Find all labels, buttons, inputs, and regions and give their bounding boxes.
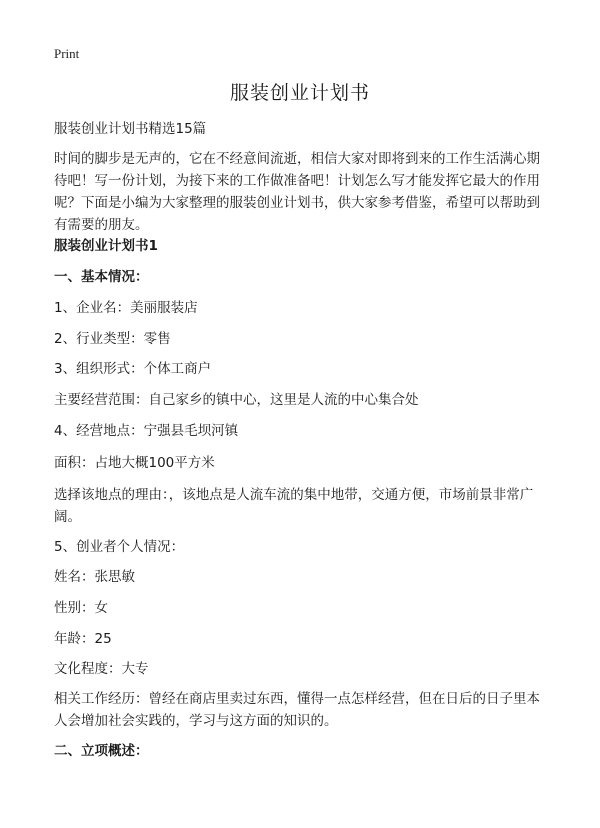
heading-overview: 二、立项概述：	[54, 743, 149, 759]
location-reason: 选择该地点的理由：，该地点是人流车流的集中地带，交通方便，市场前景非常广阔。	[54, 487, 534, 525]
business-scope: 主要经营范围：自己家乡的镇中心，这里是人流的中心集合处	[54, 392, 419, 408]
work-experience: 相关工作经历：曾经在商店里卖过东西，懂得一点怎样经营，但在日后的日子里本人会增加社会实践的，学习与这方面的知识的。	[54, 691, 540, 729]
section-title: 服装创业计划书1	[54, 238, 158, 254]
location: 4、经营地点：宁强县毛坝河镇	[54, 423, 239, 439]
area: 面积：占地大概100平方米	[54, 455, 215, 471]
subtitle: 服装创业计划书精选15篇	[54, 121, 207, 137]
founder-name: 姓名：张思敏	[54, 569, 135, 585]
intro-paragraph: 时间的脚步是无声的，它在不经意间流逝，相信大家对即将到来的工作生活满心期待吧！写一份计划，为接下来的工作做准备吧！计划怎么写才能发挥它最大的作用呢？下面是小编为大家整理的服装创业计划书，供大家参考借鉴，希望可以帮助到有需要的朋友。	[54, 151, 540, 233]
print-label: Print	[54, 46, 80, 61]
company-name: 1、企业名：美丽服装店	[54, 300, 198, 316]
industry-type: 2、行业类型：零售	[54, 331, 171, 347]
founder-gender: 性别：女	[54, 600, 108, 616]
founder-info: 5、创业者个人情况：	[54, 539, 185, 555]
heading-basic: 一、基本情况：	[54, 269, 149, 285]
page-title: 服装创业计划书	[229, 82, 370, 104]
founder-age: 年龄：25	[54, 631, 112, 647]
founder-education: 文化程度：大专	[54, 661, 149, 677]
org-form: 3、组织形式：个体工商户	[54, 361, 212, 377]
